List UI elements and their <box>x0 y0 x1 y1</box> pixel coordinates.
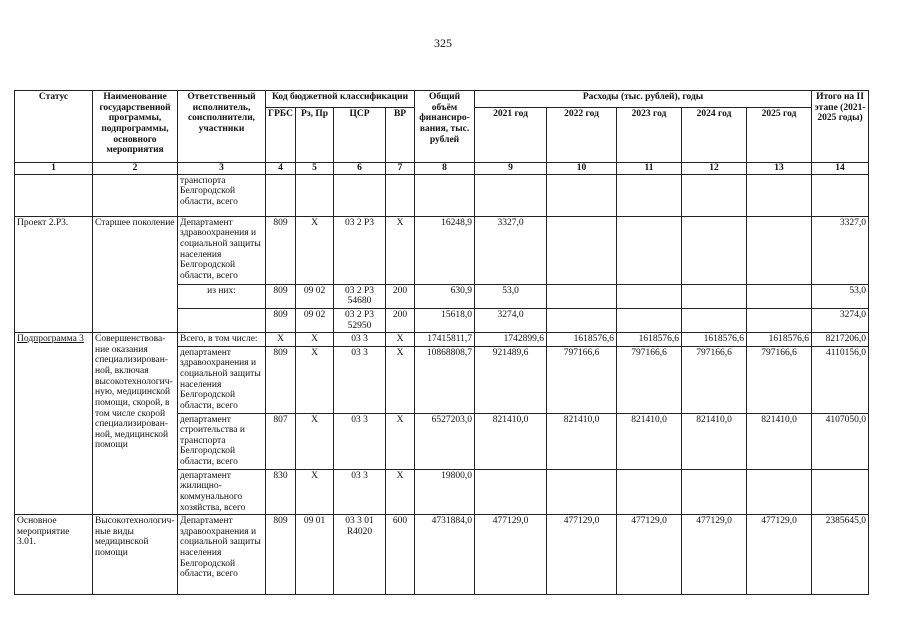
rz-pr-cell: Х <box>296 469 334 515</box>
total-cell: 4731884,0 <box>415 515 475 595</box>
header-year-2025: 2025 год <box>747 108 812 163</box>
column-number: 1 <box>15 163 93 175</box>
responsible-cell: Всего, в том числе: <box>178 333 266 347</box>
vr-cell: Х <box>386 346 415 413</box>
responsible-cell <box>178 308 266 332</box>
column-number: 4 <box>266 163 296 175</box>
y2023-cell <box>617 216 682 284</box>
status-cell: Основное мероприятие 3.01. <box>15 515 93 595</box>
y2025-cell: 1618576,6 <box>747 333 812 347</box>
responsible-cell: Департамент здравоохранения и социальной защиты населения Белгородской области, всего <box>178 216 266 284</box>
header-csr: ЦСР <box>334 108 386 163</box>
header-name: Наименование государственной программы, подпрограммы, основного мероприятия <box>93 91 178 163</box>
y2025-cell <box>747 216 812 284</box>
y2024-cell: 1618576,6 <box>682 333 747 347</box>
name-cell <box>93 174 178 216</box>
y2021-cell: 3327,0 <box>475 216 547 284</box>
column-number: 6 <box>334 163 386 175</box>
responsible-cell: департамент здравоохранения и социальной защиты населения Белгородской области, всего <box>178 346 266 413</box>
grbs-cell: 809 <box>266 308 296 332</box>
stage-total-cell: 3327,0 <box>812 216 869 284</box>
column-number: 13 <box>747 163 812 175</box>
y2022-cell: 1618576,6 <box>547 333 617 347</box>
y2021-cell: 3274,0 <box>475 308 547 332</box>
page-number: 325 <box>434 36 452 50</box>
column-number: 14 <box>812 163 869 175</box>
header-expenses: Расходы (тыс. рублей), годы <box>475 91 812 108</box>
stage-total-cell: 2385645,0 <box>812 515 869 595</box>
stage-total-cell: 8217206,0 <box>812 333 869 347</box>
name-cell: Старшее поколение <box>93 216 178 333</box>
header-year-2024: 2024 год <box>682 108 747 163</box>
rz-pr-cell: 09 01 <box>296 515 334 595</box>
column-number: 9 <box>475 163 547 175</box>
stage-total-cell: 53,0 <box>812 284 869 308</box>
y2024-cell: 477129,0 <box>682 515 747 595</box>
name-cell: Совершенствова-ние оказания специализирован-ной, включая высокотехнологич-ную, медицинской помощи, скорой, в том числе скорой специализирован-ной, медицинской помощи <box>93 333 178 515</box>
header-grbs: ГРБС <box>266 108 296 163</box>
y2024-cell: 821410,0 <box>682 413 747 469</box>
rz-pr-cell: Х <box>296 216 334 284</box>
header-year-2021: 2021 год <box>475 108 547 163</box>
grbs-cell: 809 <box>266 515 296 595</box>
header-stage-total: Итого на II этапе (2021-2025 годы) <box>812 91 869 163</box>
y2021-cell: 1742899,6 <box>475 333 547 347</box>
y2021-cell: 53,0 <box>475 284 547 308</box>
total-cell: 17415811,7 <box>415 333 475 347</box>
header-total-financing: Общий объём финансиро-вания, тыс. рублей <box>415 91 475 163</box>
y2025-cell: 477129,0 <box>747 515 812 595</box>
stage-total-cell: 4110156,0 <box>812 346 869 413</box>
total-cell: 6527203,0 <box>415 413 475 469</box>
grbs-cell: Х <box>266 333 296 347</box>
grbs-cell: 809 <box>266 346 296 413</box>
column-number: 11 <box>617 163 682 175</box>
csr-cell: 03 3 <box>334 469 386 515</box>
name-cell: Высокотехнологич-ные виды медицинской помощи <box>93 515 178 595</box>
rz-pr-cell: Х <box>296 413 334 469</box>
column-number: 7 <box>386 163 415 175</box>
y2025-cell: 821410,0 <box>747 413 812 469</box>
vr-cell: 200 <box>386 284 415 308</box>
y2022-cell: 797166,6 <box>547 346 617 413</box>
y2022-cell: 477129,0 <box>547 515 617 595</box>
y2024-cell: 797166,6 <box>682 346 747 413</box>
csr-cell: 03 3 <box>334 346 386 413</box>
y2021-cell: 921489,6 <box>475 346 547 413</box>
vr-cell: 600 <box>386 515 415 595</box>
vr-cell: Х <box>386 469 415 515</box>
total-cell: 19800,0 <box>415 469 475 515</box>
vr-cell: Х <box>386 333 415 347</box>
y2023-cell: 1618576,6 <box>617 333 682 347</box>
total-cell: 630,9 <box>415 284 475 308</box>
rz-pr-cell: Х <box>296 346 334 413</box>
table-row-activity-3-01 <box>15 515 869 595</box>
responsible-cell: департамент строительства и транспорта Белгородской области, всего <box>178 413 266 469</box>
responsible-cell: Департамент здравоохранения и социальной защиты населения Белгородской области, всего <box>178 515 266 595</box>
responsible-cell: из них: <box>178 284 266 308</box>
y2024-cell <box>682 216 747 284</box>
header-row <box>15 91 869 108</box>
table-row-project-p3 <box>15 216 869 284</box>
table-row-continuation <box>15 174 869 216</box>
vr-cell: 200 <box>386 308 415 332</box>
csr-cell: 03 2 Р3 52950 <box>334 308 386 332</box>
column-number: 10 <box>547 163 617 175</box>
responsible-cell: транспорта Белгородской области, всего <box>178 174 266 216</box>
table-row-subprogram-3 <box>15 333 869 347</box>
y2022-cell <box>547 216 617 284</box>
header-year-2022: 2022 год <box>547 108 617 163</box>
column-number: 8 <box>415 163 475 175</box>
rz-pr-cell: 09 02 <box>296 284 334 308</box>
total-cell: 10868808,7 <box>415 346 475 413</box>
budget-table <box>14 90 869 595</box>
vr-cell: Х <box>386 413 415 469</box>
responsible-cell: департамент жилищно-коммунального хозяйства, всего <box>178 469 266 515</box>
y2023-cell: 477129,0 <box>617 515 682 595</box>
grbs-cell: 809 <box>266 216 296 284</box>
csr-cell: 03 3 <box>334 333 386 347</box>
vr-cell: Х <box>386 216 415 284</box>
column-number: 5 <box>296 163 334 175</box>
column-number: 2 <box>93 163 178 175</box>
y2022-cell: 821410,0 <box>547 413 617 469</box>
column-number: 3 <box>178 163 266 175</box>
csr-cell: 03 2 Р3 <box>334 216 386 284</box>
header-responsible: Ответственный исполнитель, соисполнители, участники <box>178 91 266 163</box>
header-vr: ВР <box>386 108 415 163</box>
y2021-cell: 821410,0 <box>475 413 547 469</box>
column-number: 12 <box>682 163 747 175</box>
grbs-cell: 830 <box>266 469 296 515</box>
rz-pr-cell: Х <box>296 333 334 347</box>
grbs-cell: 807 <box>266 413 296 469</box>
header-rz-pr: Рз, Пр <box>296 108 334 163</box>
column-number-row <box>15 163 869 175</box>
csr-cell: 03 3 <box>334 413 386 469</box>
rz-pr-cell: 09 02 <box>296 308 334 332</box>
grbs-cell: 809 <box>266 284 296 308</box>
status-cell <box>15 174 93 216</box>
total-cell: 15618,0 <box>415 308 475 332</box>
header-budget-code: Код бюджетной классификации <box>266 91 415 108</box>
status-cell: Проект 2.Р3. <box>15 216 93 333</box>
y2023-cell: 797166,6 <box>617 346 682 413</box>
total-cell: 16248,9 <box>415 216 475 284</box>
y2021-cell: 477129,0 <box>475 515 547 595</box>
stage-total-cell: 4107050,0 <box>812 413 869 469</box>
y2023-cell: 821410,0 <box>617 413 682 469</box>
csr-cell: 03 3 01 R4020 <box>334 515 386 595</box>
header-status: Статус <box>15 91 93 163</box>
stage-total-cell: 3274,0 <box>812 308 869 332</box>
header-year-2023: 2023 год <box>617 108 682 163</box>
status-cell: Подпрограмма 3 <box>15 333 93 515</box>
y2025-cell: 797166,6 <box>747 346 812 413</box>
csr-cell: 03 2 Р3 54680 <box>334 284 386 308</box>
